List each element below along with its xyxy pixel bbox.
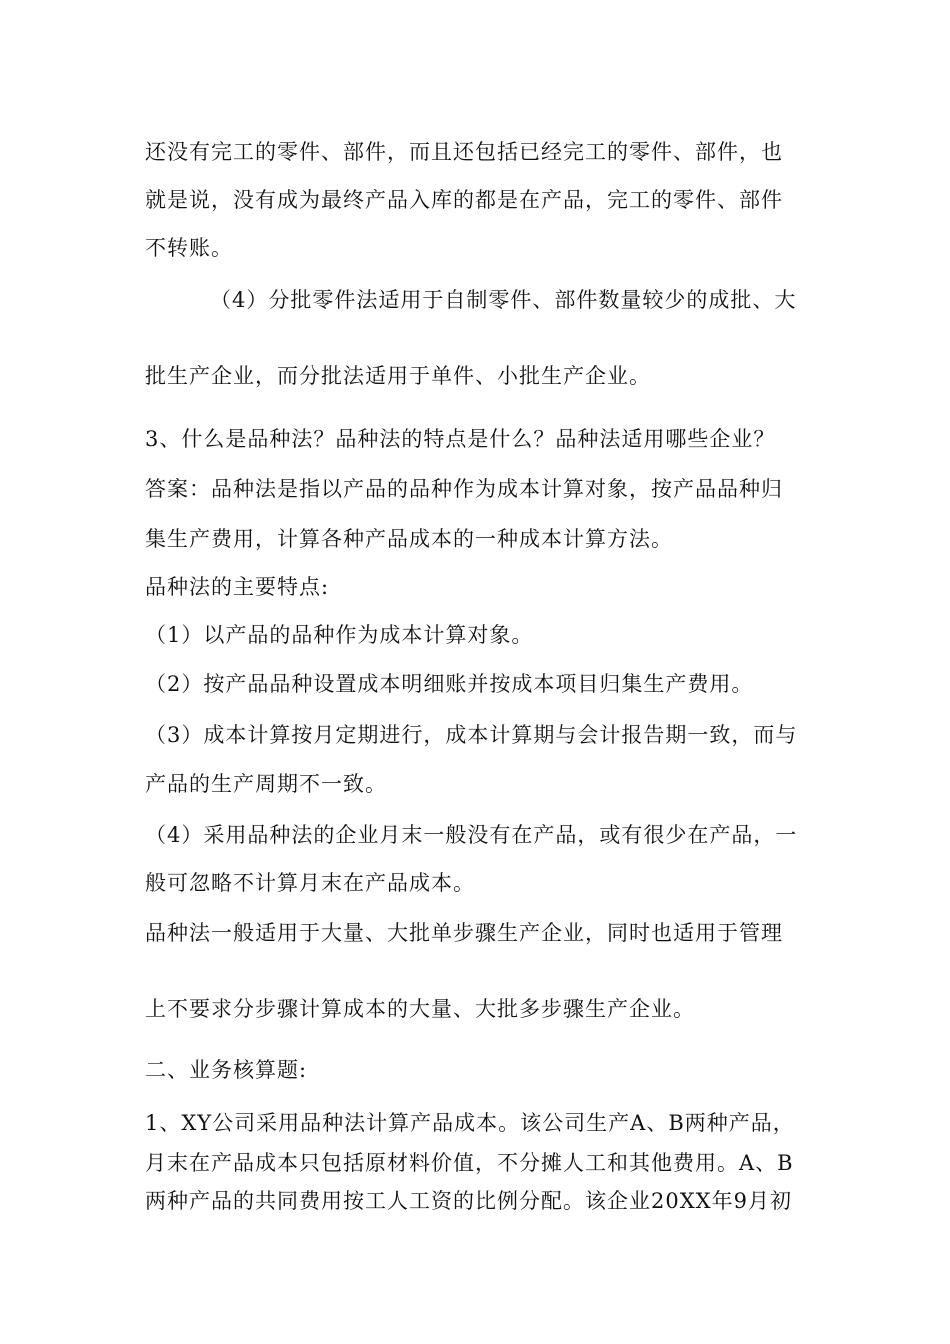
- text-line: （2）按产品品种设置成本明细账并按成本项目归集生产费用。: [145, 672, 754, 696]
- text-line: （3）成本计算按月定期进行，成本计算期与会计报告期一致，而与: [145, 723, 798, 747]
- text-line: 还没有完工的零件、部件，而且还包括已经完工的零件、部件，也: [145, 140, 783, 164]
- text-line: 答案：品种法是指以产品的品种作为成本计算对象，按产品品种归: [145, 477, 783, 501]
- text-line: 品种法的主要特点:: [145, 575, 330, 599]
- text-line: 月末在产品成本只包括原材料价值，不分摊人工和其他费用。A、B: [145, 1151, 794, 1175]
- text-line: 上不要求分步骤计算成本的大量、大批多步骤生产企业。: [145, 997, 695, 1021]
- text-line: 3、什么是品种法？品种法的特点是什么？品种法适用哪些企业？: [145, 427, 776, 451]
- text-line: （4）分批零件法适用于自制零件、部件数量较少的成批、大: [210, 288, 797, 312]
- text-line: 就是说，没有成为最终产品入库的都是在产品，完工的零件、部件: [145, 188, 783, 212]
- section-heading: 二、业务核算题:: [145, 1058, 308, 1082]
- text-line: 不转账。: [145, 236, 233, 260]
- text-line: 1、XY公司采用品种法计算产品成本。该公司生产A、B两种产品，: [145, 1111, 795, 1135]
- text-line: 批生产企业，而分批法适用于单件、小批生产企业。: [145, 364, 651, 388]
- text-line: （1）以产品的品种作为成本计算对象。: [145, 623, 534, 647]
- text-line: 般可忽略不计算月末在产品成本。: [145, 871, 475, 895]
- text-line: 产品的生产周期不一致。: [145, 772, 387, 796]
- text-line: （4）采用品种法的企业月末一般没有在产品，或有很少在产品，一: [145, 823, 798, 847]
- text-line: 两种产品的共同费用按工人工资的比例分配。该企业20XX年9月初: [145, 1189, 792, 1213]
- text-line: 集生产费用，计算各种产品成本的一种成本计算方法。: [145, 527, 673, 551]
- text-line: 品种法一般适用于大量、大批单步骤生产企业，同时也适用于管理: [145, 921, 783, 945]
